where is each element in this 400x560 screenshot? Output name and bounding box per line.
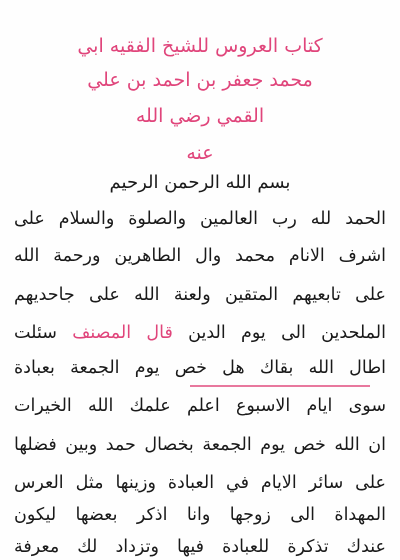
- text-segment: الملحدين الى يوم الدين: [188, 323, 386, 343]
- text-line: عندك تذكرة للعبادة فيها وتزداد لك معرفة: [14, 537, 386, 557]
- text-line: ان الله خص يوم الجمعة بخصال حمد وبين فضلها: [14, 435, 386, 455]
- heading-line-3: القمي رضي الله: [135, 105, 265, 127]
- text-line-mixed: [14, 320, 386, 346]
- text-line: اشرف الانام محمد وال الطاهرين ورحمة الله: [14, 246, 386, 266]
- text-line: على سائر الايام في العبادة وزينها مثل العرس: [14, 473, 386, 493]
- text-line: الحمد لله رب العالمين والصلوة والسلام على: [14, 209, 386, 229]
- basmala: بسم الله الرحمن الرحيم: [109, 172, 291, 193]
- heading-line-2: محمد جعفر بن احمد بن علي: [87, 69, 313, 91]
- heading-line-4: عنه: [186, 142, 214, 164]
- text-line: على تابعيهم المتقين ولعنة الله على جاحديهم: [14, 285, 386, 305]
- text-segment: سئلت: [14, 323, 57, 343]
- text-line: اطال الله بقاك هل خص يوم الجمعة بعبادة: [14, 358, 386, 378]
- heading-line-1: كتاب العروس للشيخ الفقيه ابي: [77, 35, 323, 57]
- text-line: المهداة الى زوجها وانا اذكر بعضها ليكون: [14, 505, 386, 525]
- text-line: سوى ايام الاسبوع اعلم علمك الله الخيرات: [14, 396, 386, 416]
- author-says-red: قال المصنف: [72, 323, 173, 343]
- underline-mark: [190, 385, 370, 387]
